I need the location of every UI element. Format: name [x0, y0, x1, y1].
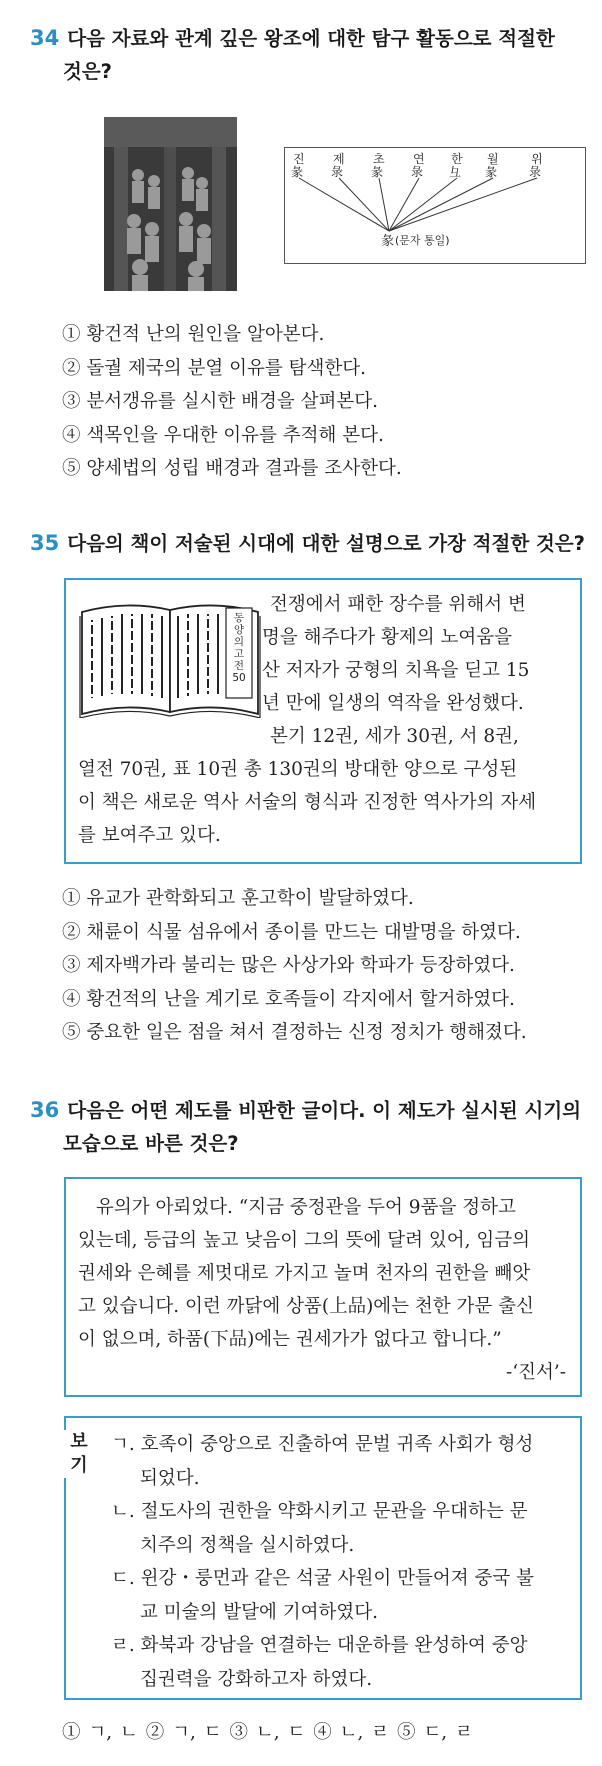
bogi-box: [64, 1416, 582, 1700]
question-36-source-box: [64, 1177, 582, 1397]
question-text: 다음 자료와 관계 깊은 왕조에 대한 탐구 활동으로 적절한: [67, 27, 555, 50]
state-glyph: 彔: [331, 165, 344, 179]
state-label-qi: 제: [333, 152, 345, 166]
question-34-options: [62, 318, 402, 486]
bogi-item-b: [111, 1495, 527, 1562]
question-number: 34: [30, 26, 60, 50]
state-glyph: 彖: [485, 165, 498, 179]
option-4[interactable]: ④ 색목인을 우대한 이유를 추적해 본다.: [62, 424, 384, 446]
bogi-item-c: [111, 1562, 534, 1629]
option-1[interactable]: ① 유교가 관학화되고 훈고학이 발달하였다.: [62, 888, 414, 909]
passage-line: 있는데, 등급의 높고 낮음이 그의 뜻에 달려 있어, 임금의: [78, 1230, 530, 1251]
option-5[interactable]: ⑤ 양세법의 성립 배경과 결과를 조사한다.: [62, 458, 402, 480]
state-label-yan: 연: [413, 152, 425, 166]
passage-line: 년 만에 일생의 역작을 완성했다.: [262, 693, 524, 714]
option-3[interactable]: ③ 제자백가라 불리는 많은 사상가와 학파가 등장하였다.: [62, 955, 515, 977]
passage-line: 명을 해주다가 황제의 노여움을: [262, 627, 512, 648]
bogi-label-char: 보: [70, 1431, 88, 1452]
passage-line: 이 없으며, 하품(下品)에는 권세가가 없다고 합니다.”: [78, 1329, 502, 1350]
option-5[interactable]: ⑤ 중요한 일은 점을 쳐서 결정하는 신정 정치가 행해졌다.: [62, 1022, 527, 1044]
unified-glyph: 彖: [381, 234, 395, 249]
question-35-options: [62, 882, 527, 1050]
bogi-item-d: [111, 1629, 527, 1696]
question-34-heading: [30, 22, 555, 88]
state-glyph: 彔: [529, 165, 542, 179]
question-number: 35: [30, 531, 60, 555]
passage-line: 고 있습니다. 이런 까닭에 상품(上品)에는 천한 가문 출신: [78, 1296, 534, 1317]
bogi-item-line: 집권력을 강화하고자 하였다.: [140, 1668, 373, 1690]
passage-line: 본기 12권, 세가 30권, 서 8권,: [270, 726, 519, 747]
state-glyph: 彑: [449, 165, 462, 179]
question-35-heading: [30, 527, 585, 560]
question-text-cont: 모습으로 바른 것은?: [63, 1132, 239, 1155]
bogi-label-char: 기: [70, 1455, 88, 1476]
option-3[interactable]: ③ 분서갱유를 실시한 배경을 살펴본다.: [62, 391, 378, 413]
terracotta-army-photo: [104, 117, 237, 291]
state-label-qin: 진: [293, 152, 305, 166]
passage-line: 산 저자가 궁형의 치욕을 딛고 15: [262, 660, 530, 681]
passage-line: 열전 70권, 표 10권 총 130권의 방대한 양으로 구성된: [78, 759, 518, 780]
bogi-item-a: [111, 1428, 533, 1495]
option-4[interactable]: ④ 황건적의 난을 계기로 호족들이 각지에서 할거하였다.: [62, 988, 515, 1010]
question-35-source-box: [64, 578, 582, 864]
passage-line: 권세와 은혜를 제멋대로 가지고 놀며 천자의 권한을 빼앗: [78, 1263, 531, 1284]
state-glyph: 彖: [371, 165, 384, 179]
option-2[interactable]: ② 채륜이 식물 섬유에서 종이를 만드는 대발명을 하였다.: [62, 921, 521, 943]
bogi-item-line: ㄱ. 호족이 중앙으로 진출하여 문벌 귀족 사회가 형성: [111, 1434, 534, 1455]
question-36-heading: [30, 1094, 581, 1160]
unification-caption: (문자 통일): [395, 234, 450, 247]
passage-line: 를 보여주고 있다.: [78, 825, 221, 846]
passage-line: 전쟁에서 패한 장수를 위해서 변: [270, 594, 526, 615]
state-label-wei: 월: [487, 152, 499, 166]
bogi-label: [64, 1430, 94, 1478]
state-glyph: 彔: [411, 165, 424, 179]
question-36-answer-choices[interactable]: ① ㄱ, ㄴ ② ㄱ, ㄷ ③ ㄴ, ㄷ ④ ㄴ, ㄹ ⑤ ㄷ, ㄹ: [62, 1722, 473, 1743]
option-1[interactable]: ① 황건적 난의 원인을 알아본다.: [62, 324, 325, 345]
question-text-cont: 것은?: [63, 60, 112, 83]
book-series-label: 동양의 고전 50: [232, 612, 246, 684]
bogi-item-line: 치주의 정책을 실시하였다.: [140, 1534, 355, 1556]
state-label-wi: 위: [531, 152, 543, 166]
bogi-item-line: ㄴ. 절도사의 권한을 약화시키고 문관을 우대하는 문: [111, 1501, 528, 1522]
question-number: 36: [30, 1098, 60, 1122]
question-text: 다음은 어떤 제도를 비판한 글이다. 이 제도가 실시된 시기의: [67, 1099, 582, 1122]
passage-line: 유의가 아뢰었다. “지금 중정관을 두어 9품을 정하고: [96, 1197, 516, 1218]
bogi-item-line: ㄹ. 화북과 강남을 연결하는 대운하를 완성하여 중앙: [111, 1635, 528, 1656]
source-citation: -‘진서’-: [505, 1362, 566, 1383]
bogi-item-line: 교 미술의 발달에 기여하였다.: [140, 1601, 378, 1623]
state-glyph: 彖: [291, 165, 304, 179]
passage-line: 이 책은 새로운 역사 서술의 형식과 진정한 역사가의 자세: [78, 792, 537, 813]
question-text: 다음의 책이 저술된 시대에 대한 설명으로 가장 적절한 것은?: [67, 532, 585, 555]
option-2[interactable]: ② 돌궐 제국의 분열 이유를 탐색한다.: [62, 357, 366, 379]
bogi-item-line: 되었다.: [140, 1467, 200, 1489]
bogi-item-line: ㄷ. 윈강・룽먼과 같은 석굴 사원이 만들어져 중국 불: [111, 1568, 534, 1589]
state-label-han: 한: [451, 152, 463, 166]
script-unification-chart: [284, 147, 586, 264]
book-illustration: [78, 594, 262, 718]
state-label-chu: 초: [373, 152, 385, 166]
